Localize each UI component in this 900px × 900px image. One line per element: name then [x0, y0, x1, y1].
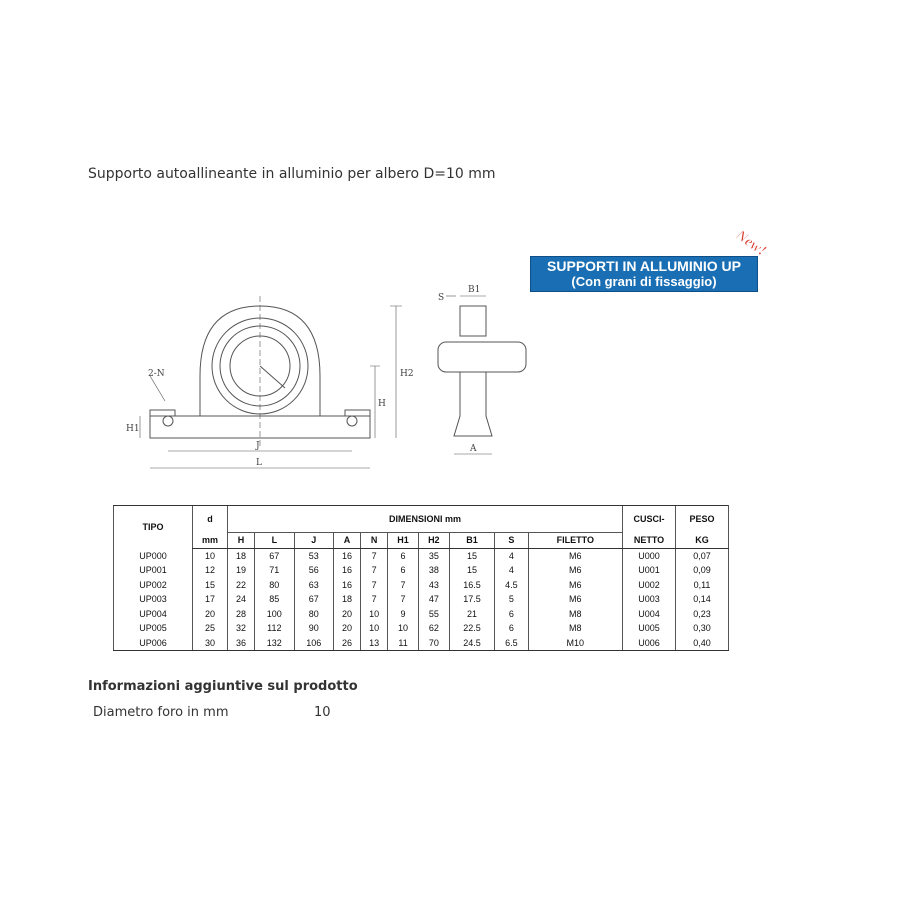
table-cell: U004: [623, 607, 676, 622]
table-cell: 20: [333, 607, 360, 622]
col-l: L: [255, 533, 294, 549]
table-cell: UP001: [114, 563, 193, 578]
table-cell: 38: [418, 563, 449, 578]
table-cell: 7: [361, 548, 388, 563]
table-cell: 4.5: [495, 578, 528, 593]
additional-info-title: Informazioni aggiuntive sul prodotto: [88, 679, 358, 694]
dim-label-h: H: [378, 399, 386, 409]
table-cell: 80: [255, 578, 294, 593]
table-cell: 70: [418, 636, 449, 651]
table-cell: UP006: [114, 636, 193, 651]
table-cell: U001: [623, 563, 676, 578]
table-cell: 7: [388, 578, 419, 593]
table-cell: 7: [361, 592, 388, 607]
table-cell: 9: [388, 607, 419, 622]
table-cell: 80: [294, 607, 333, 622]
table-cell: UP002: [114, 578, 193, 593]
table-cell: U006: [623, 636, 676, 651]
table-cell: 85: [255, 592, 294, 607]
hole-diameter-value: 10: [314, 705, 331, 720]
pillow-block-technical-drawing: [120, 276, 540, 476]
col-cuscinetto-2: NETTO: [623, 533, 676, 549]
col-peso-1: PESO: [676, 506, 729, 533]
new-stamp-icon: [730, 226, 786, 266]
table-cell: 0,40: [676, 636, 729, 651]
table-cell: 28: [228, 607, 255, 622]
table-cell: 15: [449, 563, 495, 578]
table-cell: 10: [361, 607, 388, 622]
table-cell: 25: [193, 621, 228, 636]
dim-label-n: 2-N: [148, 369, 165, 379]
table-cell: 17.5: [449, 592, 495, 607]
col-filetto: FILETTO: [528, 533, 622, 549]
col-peso-2: KG: [676, 533, 729, 549]
table-cell: 26: [333, 636, 360, 651]
table-cell: 5: [495, 592, 528, 607]
table-cell: UP000: [114, 548, 193, 563]
table-cell: 24: [228, 592, 255, 607]
dim-label-h2: H2: [400, 369, 414, 379]
table-cell: 0,23: [676, 607, 729, 622]
table-cell: 6: [388, 563, 419, 578]
table-cell: 20: [193, 607, 228, 622]
bolt-hole-right: [347, 416, 357, 426]
table-cell: 18: [228, 548, 255, 563]
col-a: A: [333, 533, 360, 549]
table-cell: 19: [228, 563, 255, 578]
badge-subtitle: (Con grani di fissaggio): [571, 274, 717, 289]
table-cell: 35: [418, 548, 449, 563]
table-cell: U005: [623, 621, 676, 636]
table-cell: M10: [528, 636, 622, 651]
table-cell: 6.5: [495, 636, 528, 651]
table-cell: 10: [193, 548, 228, 563]
bolt-hole-left: [163, 416, 173, 426]
table-cell: 7: [388, 592, 419, 607]
table-cell: 16: [333, 563, 360, 578]
table-cell: M6: [528, 578, 622, 593]
table-cell: 22.5: [449, 621, 495, 636]
table-cell: 90: [294, 621, 333, 636]
col-n: N: [361, 533, 388, 549]
table-cell: M8: [528, 607, 622, 622]
dim-n-leader: [150, 376, 165, 401]
col-d: d: [193, 506, 228, 533]
table-cell: 55: [418, 607, 449, 622]
dim-label-b1: B1: [468, 285, 481, 295]
table-cell: 11: [388, 636, 419, 651]
foot-left: [150, 410, 175, 416]
table-cell: 0,07: [676, 548, 729, 563]
hole-diameter-label: Diametro foro in mm: [93, 705, 229, 720]
new-stamp-text: New!: [732, 227, 770, 260]
table-cell: 6: [495, 621, 528, 636]
col-h: H: [228, 533, 255, 549]
table-cell: 0,11: [676, 578, 729, 593]
foot-right: [345, 410, 370, 416]
table-cell: 32: [228, 621, 255, 636]
table-row: [114, 621, 729, 636]
table-cell: 13: [361, 636, 388, 651]
col-h2: H2: [418, 533, 449, 549]
table-cell: 15: [449, 548, 495, 563]
table-cell: 67: [294, 592, 333, 607]
table-cell: UP005: [114, 621, 193, 636]
table-row: [114, 636, 729, 651]
table-row: [114, 578, 729, 593]
dim-label-j: J: [256, 441, 260, 451]
table-cell: 56: [294, 563, 333, 578]
table-cell: 20: [333, 621, 360, 636]
table-cell: M6: [528, 548, 622, 563]
table-cell: 22: [228, 578, 255, 593]
dim-label-h1: H1: [126, 424, 140, 434]
product-description: Supporto autoallineante in alluminio per albero D=10 mm: [88, 166, 496, 182]
col-tipo: TIPO: [114, 506, 193, 549]
table-cell: 47: [418, 592, 449, 607]
table-cell: 21: [449, 607, 495, 622]
table-cell: 16: [333, 578, 360, 593]
table-cell: UP004: [114, 607, 193, 622]
table-cell: 132: [255, 636, 294, 651]
dim-label-l: L: [256, 458, 262, 468]
side-shaft: [438, 342, 526, 372]
table-cell: 0,30: [676, 621, 729, 636]
table-cell: 100: [255, 607, 294, 622]
table-cell: 4: [495, 563, 528, 578]
table-cell: 63: [294, 578, 333, 593]
table-cell: 16: [333, 548, 360, 563]
col-h1: H1: [388, 533, 419, 549]
table-cell: M8: [528, 621, 622, 636]
set-screw-line: [260, 366, 285, 388]
table-cell: 62: [418, 621, 449, 636]
table-cell: 7: [361, 563, 388, 578]
table-cell: 6: [388, 548, 419, 563]
col-cuscinetto-1: CUSCI-: [623, 506, 676, 533]
table-cell: M6: [528, 592, 622, 607]
table-cell: U000: [623, 548, 676, 563]
table-row: [114, 607, 729, 622]
table-cell: 18: [333, 592, 360, 607]
table-cell: 43: [418, 578, 449, 593]
side-bearing: [460, 306, 486, 336]
table-cell: 17: [193, 592, 228, 607]
table-cell: 30: [193, 636, 228, 651]
badge-title: SUPPORTI IN ALLUMINIO UP: [547, 258, 741, 274]
table-row: [114, 563, 729, 578]
table-cell: 12: [193, 563, 228, 578]
table-cell: 10: [361, 621, 388, 636]
table-cell: 10: [388, 621, 419, 636]
table-cell: 0,09: [676, 563, 729, 578]
table-cell: 36: [228, 636, 255, 651]
col-s: S: [495, 533, 528, 549]
table-cell: 15: [193, 578, 228, 593]
table-row: [114, 592, 729, 607]
side-housing: [454, 372, 492, 436]
table-cell: U003: [623, 592, 676, 607]
table-cell: 71: [255, 563, 294, 578]
col-dimensioni: DIMENSIONI mm: [228, 506, 623, 533]
col-b1: B1: [449, 533, 495, 549]
col-j: J: [294, 533, 333, 549]
table-cell: 106: [294, 636, 333, 651]
product-line-badge: [530, 256, 758, 292]
table-cell: U002: [623, 578, 676, 593]
col-d-unit: mm: [193, 533, 228, 549]
table-cell: 0,14: [676, 592, 729, 607]
table-cell: UP003: [114, 592, 193, 607]
table-cell: M6: [528, 563, 622, 578]
table-cell: 112: [255, 621, 294, 636]
table-cell: 53: [294, 548, 333, 563]
table-cell: 7: [361, 578, 388, 593]
table-cell: 6: [495, 607, 528, 622]
dim-label-a: A: [470, 444, 477, 454]
dimensions-table: [113, 505, 729, 651]
dim-label-s: S: [438, 293, 445, 303]
table-row: [114, 548, 729, 563]
table-cell: 4: [495, 548, 528, 563]
table-cell: 16.5: [449, 578, 495, 593]
table-cell: 24.5: [449, 636, 495, 651]
table-cell: 67: [255, 548, 294, 563]
